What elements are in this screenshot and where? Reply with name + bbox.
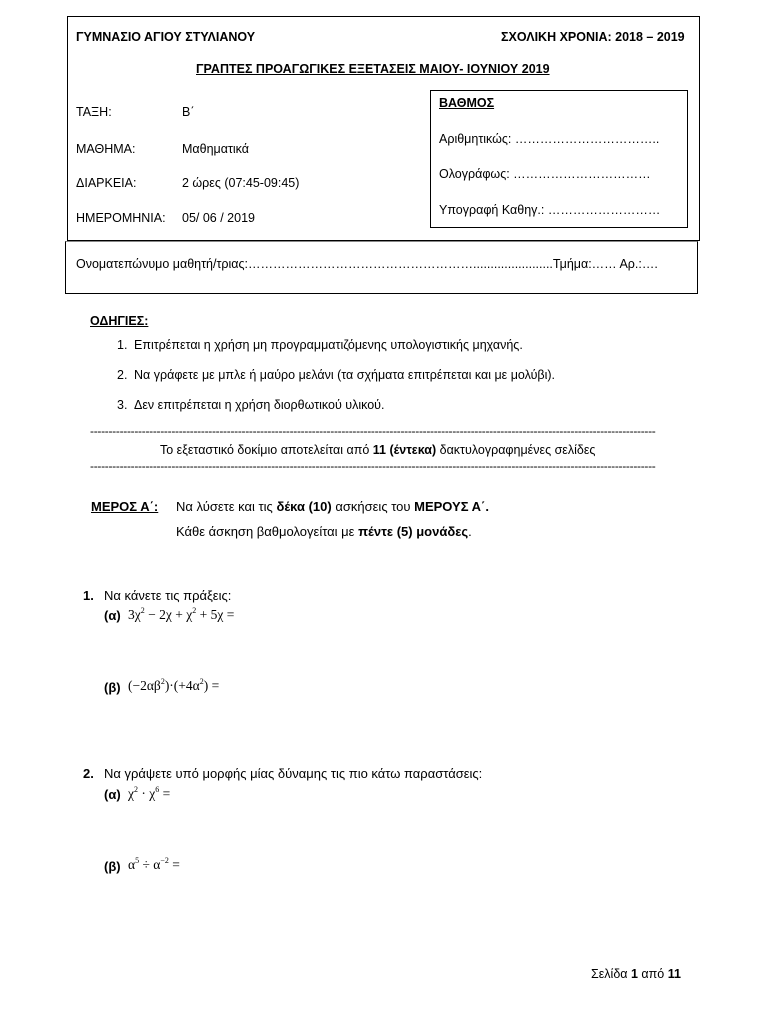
question-text: Να γράψετε υπό μορφής μίας δύναμης τις πιο κάτω παραστάσεις:	[104, 766, 483, 781]
school-name: ΓΥΜΝΑΣΙΟ ΑΓΙΟΥ ΣΤΥΛΙΑΝΟΥ	[76, 30, 256, 44]
question-part-label: (β)	[104, 680, 121, 695]
grade-title: ΒΑΘΜΟΣ	[439, 96, 495, 110]
question-part-label: (β)	[104, 859, 121, 874]
question-text: Να κάνετε τις πράξεις:	[104, 588, 232, 603]
exam-title: ΓΡΑΠΤΕΣ ΠΡΟΑΓΩΓΙΚΕΣ ΕΞΕΤΑΣΕΙΣ ΜΑΙΟΥ- ΙΟΥΝΙΟΥ 2019	[196, 62, 550, 76]
math-expression: $\chi^2 \cdot \chi^6$ =	[128, 785, 171, 801]
instruction-number: 3.	[117, 398, 128, 412]
instruction-item: Δεν επιτρέπεται η χρήση διορθωτικού υλικού.	[134, 398, 385, 412]
pages-notice: Το εξεταστικό δοκίμιο αποτελείται από 11 (έντεκα) δακτυλογραφημένες σελίδες	[160, 443, 596, 457]
field-value-subject: Μαθηματικά	[182, 142, 250, 156]
question-number: 2.	[83, 766, 94, 781]
field-value-class: Β΄	[182, 105, 195, 119]
field-value-date: 05/ 06 / 2019	[182, 211, 255, 225]
school-year: ΣΧΟΛΙΚΗ ΧΡΟΝΙΑ: 2018 – 2019	[501, 30, 685, 44]
part-a-instruction-line1: Να λύσετε και τις δέκα (10) ασκήσεις του ΜΕΡΟΥΣ Α΄.	[176, 499, 489, 514]
field-label-date: ΗΜΕΡΟΜΗΝΙΑ:	[76, 211, 166, 225]
field-label-duration: ΔΙΑΡΚΕΙΑ:	[76, 176, 137, 190]
grade-numeric-field: Αριθμητικώς: ……………………………..	[439, 132, 660, 146]
page-number: Σελίδα 1 από 11	[591, 967, 681, 981]
part-a-label: ΜΕΡΟΣ Α΄:	[91, 499, 159, 514]
math-expression: $\alpha^5 \div \alpha^{-2}$ =	[128, 856, 180, 872]
student-name-line: Ονοματεπώνυμο μαθητή/τριας:……………………………………………….......................Τμήμα:…… Αρ.:….	[76, 257, 658, 271]
part-a-instruction-line2: Κάθε άσκηση βαθμολογείται με πέντε (5) μονάδες.	[176, 524, 472, 539]
math-expression: $(-2\alpha\beta^2)\cdot(+4\alpha^2)$ =	[128, 677, 220, 693]
instruction-number: 2.	[117, 368, 128, 382]
field-label-subject: ΜΑΘΗΜΑ:	[76, 142, 136, 156]
math-expression: $3\chi^2 - 2\chi + \chi^2 + 5\chi$ =	[128, 606, 235, 622]
field-value-duration: 2 ώρες (07:45-09:45)	[182, 176, 300, 190]
field-label-class: ΤΑΞΗ:	[76, 105, 112, 119]
separator-bottom: ---------------------------------------------------------------------------------------------------------------------------------------------------------	[90, 459, 656, 473]
grade-words-field: Ολογράφως: ……………………………	[439, 167, 651, 181]
teacher-signature-field: Υπογραφή Καθηγ.: ………………………	[439, 203, 661, 217]
question-part-label: (α)	[104, 787, 121, 802]
instruction-number: 1.	[117, 338, 128, 352]
instruction-item: Επιτρέπεται η χρήση μη προγραμματιζόμενης υπολογιστικής μηχανής.	[134, 338, 523, 352]
separator-top: ---------------------------------------------------------------------------------------------------------------------------------------------------------	[90, 424, 656, 438]
instruction-item: Να γράφετε με μπλε ή μαύρο μελάνι (τα σχήματα επιτρέπεται και με μολύβι).	[134, 368, 556, 382]
instructions-title: ΟΔΗΓΙΕΣ:	[90, 314, 149, 328]
question-part-label: (α)	[104, 608, 121, 623]
question-number: 1.	[83, 588, 94, 603]
